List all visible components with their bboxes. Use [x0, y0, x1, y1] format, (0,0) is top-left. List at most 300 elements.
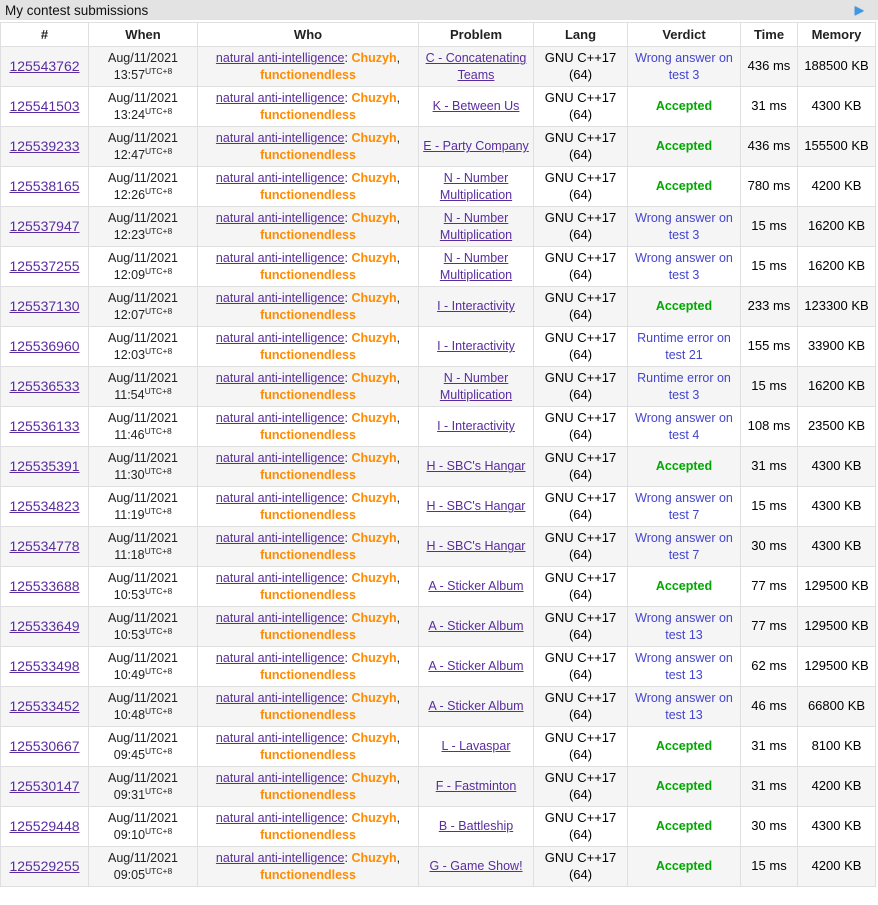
submission-time — [93, 546, 193, 563]
submission-runtime: 155 ms — [741, 327, 798, 367]
submission-id-link[interactable]: 125537255 — [9, 258, 80, 275]
submission-who-cell — [198, 727, 419, 767]
submission-time — [93, 66, 193, 83]
column-header-problem: Problem — [419, 23, 534, 47]
submission-time — [93, 226, 193, 243]
submission-row — [1, 47, 876, 87]
submission-date: Aug/11/2021 — [108, 210, 178, 225]
submission-date: Aug/11/2021 — [108, 730, 178, 745]
team-link[interactable]: natural anti-intelligence — [215, 51, 345, 66]
submission-problem-cell — [419, 287, 534, 327]
submission-runtime: 30 ms — [741, 807, 798, 847]
submissions-tbody — [1, 47, 876, 887]
submission-when-cell — [89, 367, 198, 407]
submission-date: Aug/11/2021 — [108, 490, 178, 505]
submission-when-cell — [89, 127, 198, 167]
submission-row — [1, 767, 876, 807]
member-link[interactable]: Chuzyh — [351, 851, 397, 866]
submission-id-cell — [1, 247, 89, 287]
header-row — [1, 23, 876, 47]
submission-when-cell — [89, 607, 198, 647]
problem-link[interactable]: N - Number Multiplication — [439, 211, 513, 242]
submission-who-cell — [198, 447, 419, 487]
member-link[interactable]: Chuzyh — [351, 371, 397, 386]
member-link[interactable]: functionendless — [260, 507, 356, 522]
submission-memory: 23500 KB — [798, 407, 876, 447]
member-link[interactable]: functionendless — [260, 187, 356, 202]
problem-link[interactable]: H - SBC's Hangar — [426, 499, 526, 514]
who-comma: , — [396, 771, 401, 786]
problem-link[interactable]: L - Lavaspar — [441, 739, 511, 754]
member-link[interactable]: functionendless — [260, 867, 356, 882]
submissions-table — [0, 22, 876, 887]
submission-when-cell — [89, 807, 198, 847]
problem-link[interactable]: N - Number Multiplication — [439, 371, 513, 402]
problem-link[interactable]: H - SBC's Hangar — [426, 459, 526, 474]
verdict-text: Wrong answer on test 13 — [635, 651, 733, 682]
submission-id-cell — [1, 727, 89, 767]
timezone-label: UTC+8 — [144, 505, 172, 516]
team-link[interactable]: natural anti-intelligence — [215, 251, 345, 266]
submission-who-cell — [198, 607, 419, 647]
submission-when-cell — [89, 207, 198, 247]
submission-who-cell — [198, 327, 419, 367]
submission-row — [1, 567, 876, 607]
member-link[interactable]: functionendless — [260, 427, 356, 442]
column-header-id: # — [1, 23, 89, 47]
submission-time-value: 10:53 — [113, 588, 146, 603]
problem-link[interactable]: N - Number Multiplication — [439, 251, 513, 282]
submission-verdict-cell — [628, 247, 741, 287]
timezone-label: UTC+8 — [145, 625, 173, 636]
submission-memory: 33900 KB — [798, 327, 876, 367]
submission-memory: 4300 KB — [798, 87, 876, 127]
submission-runtime: 780 ms — [741, 167, 798, 207]
submission-date: Aug/11/2021 — [108, 370, 178, 385]
submission-who-cell — [198, 287, 419, 327]
submission-date: Aug/11/2021 — [108, 570, 178, 585]
member-link[interactable]: functionendless — [260, 227, 356, 242]
submission-time-value: 10:53 — [113, 628, 146, 643]
submission-lang: GNU C++17 (64) — [534, 567, 628, 607]
submission-time-value: 12:26 — [113, 188, 146, 203]
problem-link[interactable]: E - Party Company — [423, 139, 529, 154]
submission-id-link[interactable]: 125539233 — [9, 138, 80, 155]
submission-id-link[interactable]: 125529255 — [9, 858, 80, 875]
member-link[interactable]: functionendless — [260, 67, 356, 82]
submission-id-cell — [1, 567, 89, 607]
timezone-label: UTC+8 — [145, 345, 173, 356]
member-link[interactable]: Chuzyh — [351, 51, 397, 66]
submission-id-cell — [1, 87, 89, 127]
submission-id-link[interactable]: 125537947 — [9, 218, 80, 235]
submission-lang: GNU C++17 (64) — [534, 527, 628, 567]
who-colon: : — [344, 291, 352, 306]
submission-runtime: 15 ms — [741, 487, 798, 527]
submission-when-cell — [89, 287, 198, 327]
team-link[interactable]: natural anti-intelligence — [215, 291, 345, 306]
team-link[interactable]: natural anti-intelligence — [215, 731, 345, 746]
submission-id-link[interactable]: 125534778 — [9, 538, 80, 555]
timezone-label: UTC+8 — [145, 585, 173, 596]
submission-id-link[interactable]: 125537130 — [9, 298, 80, 315]
submission-date: Aug/11/2021 — [108, 610, 178, 625]
submission-who-cell — [198, 527, 419, 567]
team-link[interactable]: natural anti-intelligence — [215, 771, 345, 786]
member-link[interactable]: Chuzyh — [351, 731, 397, 746]
member-link[interactable]: functionendless — [260, 347, 356, 362]
submission-problem-cell — [419, 847, 534, 887]
submission-memory: 16200 KB — [798, 247, 876, 287]
submission-time-value: 12:23 — [113, 228, 146, 243]
submission-id-link[interactable]: 125536533 — [9, 378, 80, 395]
panel-header — [0, 0, 878, 20]
submission-memory: 8100 KB — [798, 727, 876, 767]
submission-runtime: 108 ms — [741, 407, 798, 447]
submission-date: Aug/11/2021 — [108, 90, 178, 105]
submission-lang: GNU C++17 (64) — [534, 127, 628, 167]
submission-memory: 4300 KB — [798, 527, 876, 567]
submission-id-cell — [1, 847, 89, 887]
verdict-text: Wrong answer on test 7 — [635, 531, 733, 562]
column-header-who: Who — [198, 23, 419, 47]
verdict-text: Wrong answer on test 3 — [635, 211, 733, 242]
who-comma: , — [396, 291, 401, 306]
verdict-text: Wrong answer on test 7 — [635, 491, 733, 522]
submission-problem-cell — [419, 407, 534, 447]
submission-time-value: 11:19 — [114, 508, 145, 523]
who-colon: : — [344, 451, 352, 466]
submission-lang: GNU C++17 (64) — [534, 47, 628, 87]
submission-row — [1, 127, 876, 167]
submission-time — [93, 266, 193, 283]
who-comma: , — [396, 171, 401, 186]
submission-who-cell — [198, 87, 419, 127]
team-link[interactable]: natural anti-intelligence — [215, 531, 345, 546]
submission-problem-cell — [419, 87, 534, 127]
submission-when-cell — [89, 767, 198, 807]
submission-memory: 129500 KB — [798, 647, 876, 687]
submission-when-cell — [89, 247, 198, 287]
verdict-text: Accepted — [655, 139, 713, 154]
submission-verdict-cell — [628, 847, 741, 887]
submission-time — [93, 426, 193, 443]
submission-row — [1, 727, 876, 767]
submission-id-link[interactable]: 125533688 — [9, 578, 80, 595]
timezone-label: UTC+8 — [145, 865, 173, 876]
who-colon: : — [344, 251, 352, 266]
who-colon: : — [344, 771, 352, 786]
team-link[interactable]: natural anti-intelligence — [215, 451, 345, 466]
member-link[interactable]: Chuzyh — [351, 91, 397, 106]
submission-date: Aug/11/2021 — [108, 130, 178, 145]
submission-date: Aug/11/2021 — [108, 690, 178, 705]
timezone-label: UTC+8 — [144, 465, 172, 476]
submission-who-cell — [198, 647, 419, 687]
submission-date: Aug/11/2021 — [108, 450, 178, 465]
who-colon: : — [344, 811, 352, 826]
problem-link[interactable]: G - Game Show! — [429, 859, 523, 874]
submission-verdict-cell — [628, 327, 741, 367]
submission-id-link[interactable]: 125533498 — [9, 658, 80, 675]
submission-problem-cell — [419, 527, 534, 567]
submission-who-cell — [198, 127, 419, 167]
submission-id-link[interactable]: 125541503 — [9, 98, 80, 115]
timezone-label: UTC+8 — [145, 145, 173, 156]
submission-date: Aug/11/2021 — [108, 50, 178, 65]
team-link[interactable]: natural anti-intelligence — [215, 691, 345, 706]
team-link[interactable]: natural anti-intelligence — [215, 611, 345, 626]
column-header-when: When — [89, 23, 198, 47]
verdict-text: Accepted — [655, 739, 713, 754]
member-link[interactable]: functionendless — [260, 707, 356, 722]
member-link[interactable]: Chuzyh — [351, 131, 397, 146]
problem-link[interactable]: C - Concatenating Teams — [425, 51, 527, 82]
submission-id-cell — [1, 47, 89, 87]
member-link[interactable]: functionendless — [260, 827, 356, 842]
submission-verdict-cell — [628, 767, 741, 807]
submission-problem-cell — [419, 47, 534, 87]
submission-problem-cell — [419, 447, 534, 487]
member-link[interactable]: functionendless — [260, 467, 356, 482]
submission-runtime: 436 ms — [741, 47, 798, 87]
submission-id-link[interactable]: 125533452 — [9, 698, 80, 715]
expand-arrow-icon[interactable]: ▶ — [854, 3, 864, 17]
member-link[interactable]: Chuzyh — [351, 251, 397, 266]
member-link[interactable]: functionendless — [260, 667, 356, 682]
team-link[interactable]: natural anti-intelligence — [215, 571, 345, 586]
team-link[interactable]: natural anti-intelligence — [215, 331, 345, 346]
member-link[interactable]: functionendless — [260, 627, 356, 642]
column-header-memory: Memory — [798, 23, 876, 47]
submission-who-cell — [198, 47, 419, 87]
problem-link[interactable]: A - Sticker Album — [428, 699, 524, 714]
team-link[interactable]: natural anti-intelligence — [215, 171, 345, 186]
submission-lang: GNU C++17 (64) — [534, 847, 628, 887]
member-link[interactable]: Chuzyh — [351, 611, 397, 626]
team-link[interactable]: natural anti-intelligence — [215, 411, 345, 426]
submission-date: Aug/11/2021 — [108, 330, 178, 345]
member-link[interactable]: Chuzyh — [351, 691, 397, 706]
who-comma: , — [396, 691, 401, 706]
submission-lang: GNU C++17 (64) — [534, 247, 628, 287]
member-link[interactable]: Chuzyh — [351, 571, 397, 586]
verdict-text: Runtime error on test 21 — [637, 331, 731, 362]
submission-lang: GNU C++17 (64) — [534, 207, 628, 247]
submission-id-link[interactable]: 125529448 — [9, 818, 80, 835]
member-link[interactable]: functionendless — [260, 267, 356, 282]
submission-id-link[interactable]: 125536133 — [9, 418, 80, 435]
submission-row — [1, 207, 876, 247]
submission-lang: GNU C++17 (64) — [534, 327, 628, 367]
problem-link[interactable]: K - Between Us — [432, 99, 520, 114]
who-colon: : — [344, 131, 352, 146]
submission-runtime: 31 ms — [741, 767, 798, 807]
timezone-label: UTC+8 — [145, 185, 173, 196]
submission-runtime: 77 ms — [741, 567, 798, 607]
column-header-time: Time — [741, 23, 798, 47]
submission-problem-cell — [419, 247, 534, 287]
who-comma: , — [396, 731, 401, 746]
member-link[interactable]: Chuzyh — [351, 171, 397, 186]
verdict-text: Wrong answer on test 4 — [635, 411, 733, 442]
submission-when-cell — [89, 167, 198, 207]
submission-lang: GNU C++17 (64) — [534, 287, 628, 327]
problem-link[interactable]: A - Sticker Album — [428, 619, 524, 634]
member-link[interactable]: functionendless — [260, 307, 356, 322]
team-link[interactable]: natural anti-intelligence — [215, 91, 345, 106]
submission-problem-cell — [419, 167, 534, 207]
submission-lang: GNU C++17 (64) — [534, 767, 628, 807]
submission-runtime: 62 ms — [741, 647, 798, 687]
who-colon: : — [344, 491, 352, 506]
submission-runtime: 15 ms — [741, 847, 798, 887]
member-link[interactable]: functionendless — [260, 107, 356, 122]
submission-problem-cell — [419, 647, 534, 687]
who-comma: , — [396, 51, 401, 66]
timezone-label: UTC+8 — [145, 745, 173, 756]
submission-row — [1, 487, 876, 527]
who-comma: , — [396, 371, 401, 386]
timezone-label: UTC+8 — [145, 705, 173, 716]
submission-when-cell — [89, 527, 198, 567]
who-colon: : — [344, 731, 352, 746]
submission-time-value: 09:10 — [113, 828, 146, 843]
problem-link[interactable]: A - Sticker Album — [428, 659, 524, 674]
team-link[interactable]: natural anti-intelligence — [215, 811, 345, 826]
submission-time-value: 11:18 — [114, 548, 145, 563]
submission-who-cell — [198, 207, 419, 247]
member-link[interactable]: functionendless — [260, 587, 356, 602]
submission-id-link[interactable]: 125536960 — [9, 338, 80, 355]
team-link[interactable]: natural anti-intelligence — [215, 371, 345, 386]
submission-row — [1, 247, 876, 287]
submission-memory: 4300 KB — [798, 447, 876, 487]
submission-memory: 4300 KB — [798, 487, 876, 527]
submission-who-cell — [198, 487, 419, 527]
submission-lang: GNU C++17 (64) — [534, 687, 628, 727]
member-link[interactable]: Chuzyh — [351, 411, 397, 426]
timezone-label: UTC+8 — [145, 825, 173, 836]
member-link[interactable]: Chuzyh — [351, 331, 397, 346]
submission-time — [93, 146, 193, 163]
submission-date: Aug/11/2021 — [108, 250, 178, 265]
verdict-text: Wrong answer on test 13 — [635, 611, 733, 642]
submission-id-link[interactable]: 125530147 — [9, 778, 80, 795]
submission-id-link[interactable]: 125534823 — [9, 498, 80, 515]
who-colon: : — [344, 371, 352, 386]
member-link[interactable]: functionendless — [260, 747, 356, 762]
team-link[interactable]: natural anti-intelligence — [215, 131, 345, 146]
member-link[interactable]: Chuzyh — [351, 451, 397, 466]
problem-link[interactable]: A - Sticker Album — [428, 579, 524, 594]
member-link[interactable]: Chuzyh — [351, 651, 397, 666]
submission-time — [93, 746, 193, 763]
submission-verdict-cell — [628, 647, 741, 687]
who-colon: : — [344, 691, 352, 706]
submission-row — [1, 647, 876, 687]
submission-time — [93, 186, 193, 203]
timezone-label: UTC+8 — [145, 665, 173, 676]
member-link[interactable]: Chuzyh — [351, 531, 397, 546]
submission-id-link[interactable]: 125543762 — [9, 58, 80, 75]
member-link[interactable]: Chuzyh — [351, 811, 397, 826]
member-link[interactable]: functionendless — [260, 787, 356, 802]
submission-verdict-cell — [628, 207, 741, 247]
submission-lang: GNU C++17 (64) — [534, 487, 628, 527]
submission-verdict-cell — [628, 287, 741, 327]
submission-time — [93, 106, 193, 123]
verdict-text: Accepted — [655, 859, 713, 874]
who-comma: , — [396, 211, 401, 226]
timezone-label: UTC+8 — [145, 105, 173, 116]
who-comma: , — [396, 451, 401, 466]
submission-date: Aug/11/2021 — [108, 170, 178, 185]
member-link[interactable]: Chuzyh — [351, 291, 397, 306]
problem-link[interactable]: I - Interactivity — [437, 339, 515, 354]
submission-id-link[interactable]: 125533649 — [9, 618, 80, 635]
submission-lang: GNU C++17 (64) — [534, 87, 628, 127]
team-link[interactable]: natural anti-intelligence — [215, 211, 345, 226]
member-link[interactable]: functionendless — [260, 547, 356, 562]
submission-lang: GNU C++17 (64) — [534, 807, 628, 847]
submission-verdict-cell — [628, 407, 741, 447]
submission-verdict-cell — [628, 807, 741, 847]
submission-time — [93, 826, 193, 843]
problem-link[interactable]: I - Interactivity — [437, 299, 515, 314]
submission-who-cell — [198, 407, 419, 447]
submission-id-link[interactable]: 125530667 — [9, 738, 80, 755]
member-link[interactable]: functionendless — [260, 387, 356, 402]
problem-link[interactable]: B - Battleship — [438, 819, 514, 834]
submission-time — [93, 666, 193, 683]
member-link[interactable]: Chuzyh — [351, 211, 397, 226]
who-colon: : — [344, 411, 352, 426]
problem-link[interactable]: N - Number Multiplication — [439, 171, 513, 202]
submission-verdict-cell — [628, 727, 741, 767]
member-link[interactable]: functionendless — [260, 147, 356, 162]
problem-link[interactable]: I - Interactivity — [437, 419, 515, 434]
submission-who-cell — [198, 807, 419, 847]
submission-row — [1, 287, 876, 327]
submission-time — [93, 626, 193, 643]
submission-id-link[interactable]: 125535391 — [9, 458, 80, 475]
submission-memory: 4200 KB — [798, 847, 876, 887]
submission-id-link[interactable]: 125538165 — [9, 178, 80, 195]
timezone-label: UTC+8 — [145, 225, 173, 236]
problem-link[interactable]: F - Fastminton — [435, 779, 517, 794]
submission-id-cell — [1, 287, 89, 327]
who-comma: , — [396, 651, 401, 666]
who-comma: , — [396, 531, 401, 546]
submission-row — [1, 527, 876, 567]
team-link[interactable]: natural anti-intelligence — [215, 651, 345, 666]
submission-time-value: 13:24 — [113, 108, 146, 123]
submission-time-value: 09:45 — [113, 748, 146, 763]
submission-runtime: 46 ms — [741, 687, 798, 727]
member-link[interactable]: Chuzyh — [351, 771, 397, 786]
submission-runtime: 77 ms — [741, 607, 798, 647]
submission-verdict-cell — [628, 87, 741, 127]
submission-date: Aug/11/2021 — [108, 290, 178, 305]
submission-time-value: 12:47 — [113, 148, 146, 163]
team-link[interactable]: natural anti-intelligence — [215, 491, 345, 506]
member-link[interactable]: Chuzyh — [351, 491, 397, 506]
submission-date: Aug/11/2021 — [108, 810, 178, 825]
problem-link[interactable]: H - SBC's Hangar — [426, 539, 526, 554]
submission-id-cell — [1, 807, 89, 847]
team-link[interactable]: natural anti-intelligence — [215, 851, 345, 866]
